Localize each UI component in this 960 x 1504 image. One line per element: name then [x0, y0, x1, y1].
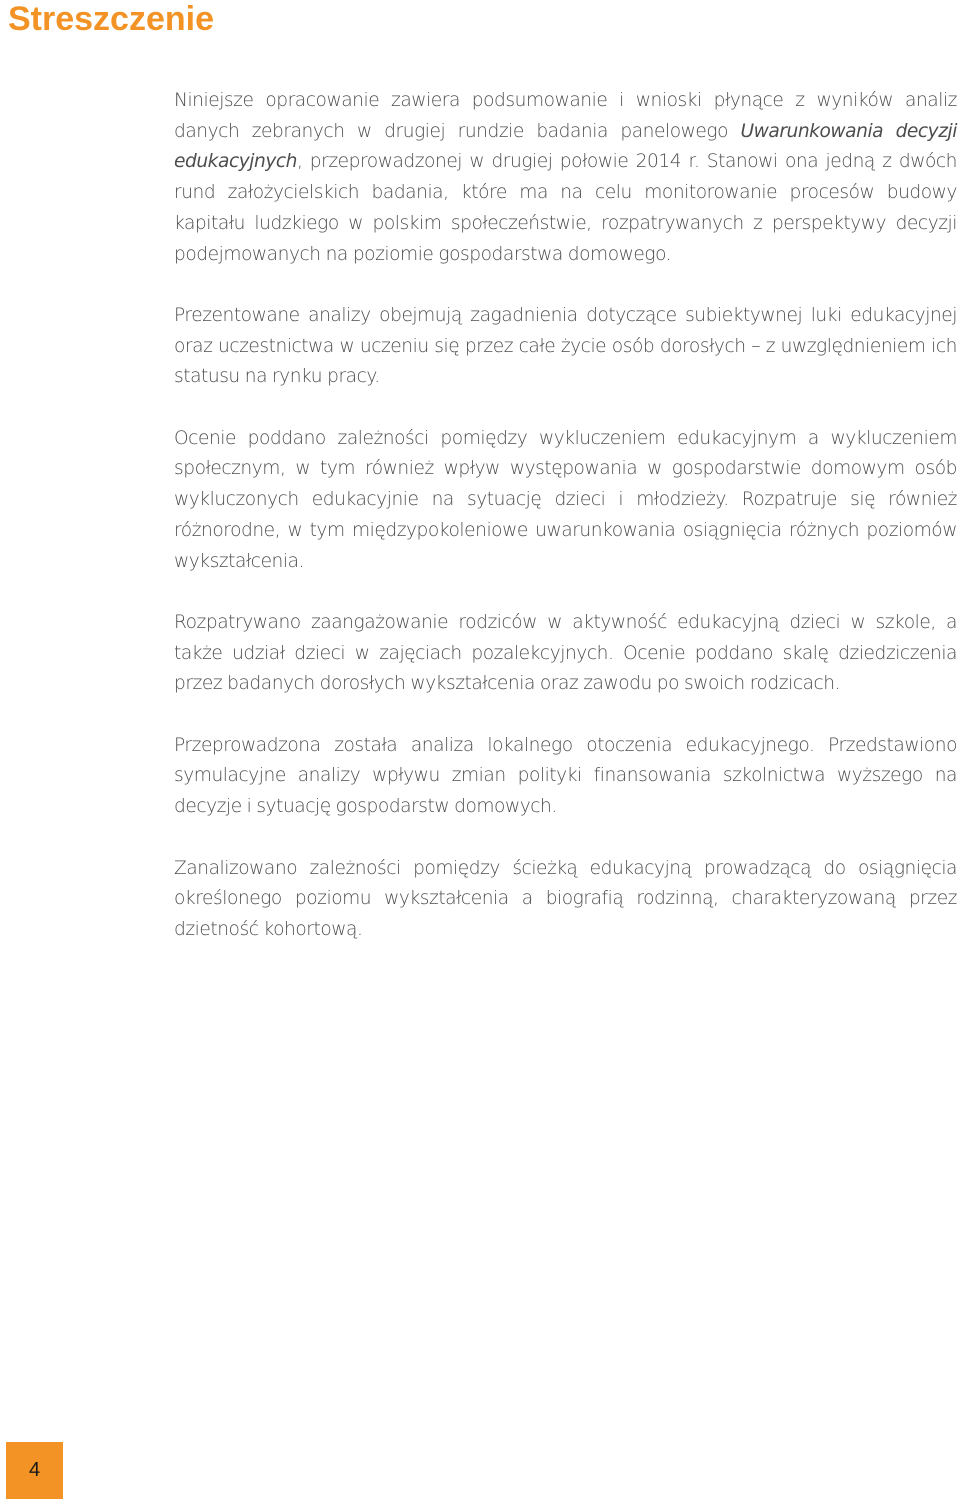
paragraph-3: Ocenie poddano zależności pomiędzy wykluczeniem edukacyjnym a wykluczeniem społecznym, w tym również wpływ występowania w gospodarstwie domowym osób wykluczonych edukacyjnie na sytuację dzieci i młodzieży. Rozpatruje się również różnorodne, w tym międzypokoleniowe uwarunkowania osiągnięcia różnych poziomów wykształcenia. — [174, 427, 957, 572]
paragraph-1-study-title: Uwarunkowania decyzji edukacyjnych — [174, 120, 957, 173]
page-title: Streszczenie — [8, 0, 214, 38]
paragraph-4: Rozpatrywano zaangażowanie rodziców w aktywność edukacyjną dzieci w szkole, a także udział dzieci w zajęciach pozalekcyjnych. Ocenie poddano skalę dziedziczenia przez badanych dorosłych wykształcenia oraz zawodu po swoich rodzicach. — [174, 611, 957, 695]
paragraph-1-text-before: Niniejsze opracowanie zawiera podsumowanie i wnioski płynące z wyników analiz danych zebranych w drugiej rundzie badania panelowego — [174, 90, 957, 142]
summary-body — [174, 86, 957, 976]
page-number: 4 — [28, 1459, 41, 1481]
paragraph-5: Przeprowadzona została analiza lokalnego otoczenia edukacyjnego. Przedstawiono symulacyjne analizy wpływu zmian polityki finansowania szkolnictwa wyższego na decyzje i sytuację gospodarstw domowych. — [174, 734, 957, 818]
paragraph-1-text-after: , przeprowadzonej w drugiej połowie 2014 r. Stanowi ona jedną z dwóch rund założycielskich badania, które ma na celu monitorowanie procesów budowy kapitału ludzkiego w polskim społeczeństwie, rozpatrywanych z perspektywy decyzji podejmowanych na poziomie gospodarstwa domowego. — [174, 151, 957, 265]
paragraph-1 — [174, 86, 957, 270]
paragraph-6: Zanalizowano zależności pomiędzy ścieżką edukacyjną prowadzącą do osiągnięcia określonego poziomu wykształcenia a biografią rodzinną, charakteryzowaną przez dzietność kohortową. — [174, 857, 957, 940]
page-number-box — [6, 1442, 63, 1499]
paragraph-2: Prezentowane analizy obejmują zagadnienia dotyczące subiektywnej luki edukacyjnej oraz uczestnictwa w uczeniu się przez całe życie osób dorosłych – z uwzględnieniem ich statusu na rynku pracy. — [174, 304, 957, 388]
